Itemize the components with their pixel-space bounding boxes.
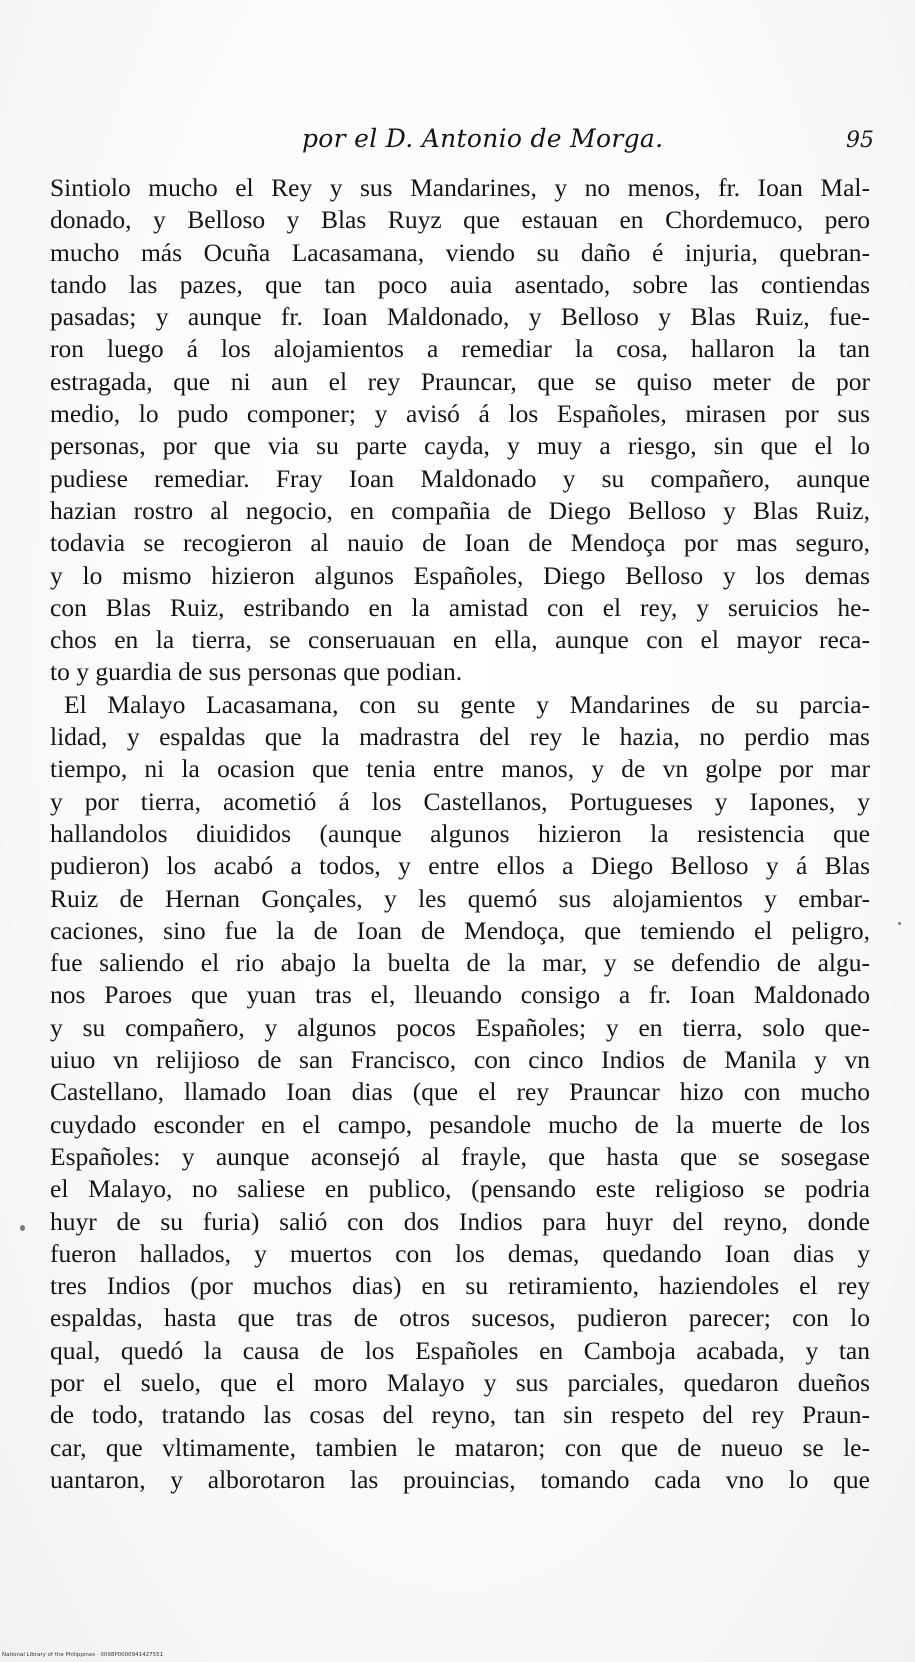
text-line: fue saliendo el rio abajo la buelta de la mar, y se defendio de algu- (50, 948, 870, 978)
text-line: de todo, tratando las cosas del reyno, tan sin respeto del rey Praun- (50, 1400, 870, 1430)
paper-speck (898, 922, 901, 925)
page-number: 95 (846, 128, 874, 153)
library-attribution: National Library of the Philippines · 0098P0000941427551 (2, 1652, 164, 1658)
text-line: el Malayo, no saliese en publico, (pensando este religioso se podria (50, 1174, 870, 1204)
text-line: tres Indios (por muchos dias) en su retiramiento, haziendoles el rey (50, 1271, 870, 1301)
text-line: pudieron) los acabó a todos, y entre ellos a Diego Belloso y á Blas (50, 851, 870, 881)
text-line: pudiese remediar. Fray Ioan Maldonado y su compañero, aunque (50, 463, 870, 493)
page-header (52, 124, 882, 164)
text-line: ron luego á los alojamientos a remediar la cosa, hallaron la tan (50, 334, 870, 364)
text-line: Españoles: y aunque aconsejó al frayle, que hasta que se sosegase (50, 1141, 870, 1171)
text-line: Ruiz de Hernan Gonçales, y les quemó sus alojamientos y embar- (50, 883, 870, 913)
text-line: huyr de su furia) salió con dos Indios para huyr del reyno, donde (50, 1206, 870, 1236)
running-title: por el D. Antonio de Morga. (302, 124, 664, 153)
text-line: fueron hallados, y muertos con los demas, quedando Ioan dias y (50, 1238, 870, 1268)
text-line: hazian rostro al negocio, en compañia de Diego Belloso y Blas Ruiz, (50, 495, 870, 525)
text-line: tiempo, ni la ocasion que tenia entre manos, y de vn golpe por mar (50, 754, 870, 784)
text-line: donado, y Belloso y Blas Ruyz que estauan en Chordemuco, pero (50, 205, 870, 235)
text-line: uiuo vn relijioso de san Francisco, con cinco Indios de Manila y vn (50, 1045, 870, 1075)
text-line: y lo mismo hizieron algunos Españoles, Diego Belloso y los demas (50, 560, 870, 590)
text-line: El Malayo Lacasamana, con su gente y Mandarines de su parcia- (64, 689, 870, 719)
text-line: Sintiolo mucho el Rey y sus Mandarines, y no menos, fr. Ioan Mal- (50, 173, 870, 202)
text-line: hallandolos diuididos (aunque algunos hizieron la resistencia que (50, 818, 870, 848)
text-line: pasadas; y aunque fr. Ioan Maldonado, y Belloso y Blas Ruiz, fue- (50, 302, 870, 332)
text-line: medio, lo pudo componer; y avisó á los Españoles, mirasen por sus (50, 399, 870, 429)
text-line: y por tierra, acometió á los Castellanos, Portugueses y Iapones, y (50, 786, 870, 816)
text-line: estragada, que ni aun el rey Prauncar, que se quiso meter de por (50, 366, 870, 396)
text-line: chos en la tierra, se conseruauan en ella, aunque con el mayor reca- (50, 625, 870, 655)
text-line: car, que vltimamente, tambien le mataron; con que de nueuo se le- (50, 1432, 870, 1462)
text-line: con Blas Ruiz, estribando en la amistad con el rey, y seruicios he- (50, 592, 870, 622)
text-line: cuydado esconder en el campo, pesandole mucho de la muerte de los (50, 1109, 870, 1139)
text-line: todavia se recogieron al nauio de Ioan de Mendoça por mas seguro, (50, 528, 870, 558)
text-line: uantaron, y alborotaron las prouincias, tomando cada vno lo que (50, 1464, 870, 1494)
text-line: y su compañero, y algunos pocos Españoles; y en tierra, solo que- (50, 1012, 870, 1042)
text-line: tando las pazes, que tan poco auia asentado, sobre las contiendas (50, 269, 870, 299)
text-line: Castellano, llamado Ioan dias (que el rey Prauncar hizo con mucho (50, 1077, 870, 1107)
text-line: qual, quedó la causa de los Españoles en Camboja acabada, y tan (50, 1335, 870, 1365)
text-line: caciones, sino fue la de Ioan de Mendoça, que temiendo el peligro, (50, 915, 870, 945)
text-line: nos Paroes que yuan tras el, lleuando consigo a fr. Ioan Maldonado (50, 980, 870, 1010)
text-line: espaldas, hasta que tras de otros sucesos, pudieron parecer; con lo (50, 1303, 870, 1333)
text-line: lidad, y espaldas que la madrastra del rey le hazia, no perdio mas (50, 722, 870, 752)
text-line: mucho más Ocuña Lacasamana, viendo su daño é injuria, quebran- (50, 237, 870, 267)
text-line: personas, por que via su parte cayda, y muy a riesgo, sin que el lo (50, 431, 870, 461)
body-text (50, 172, 870, 1496)
text-line: por el suelo, que el moro Malayo y sus parciales, quedaron dueños (50, 1367, 870, 1397)
text-line: to y guardia de sus personas que podian. (50, 657, 463, 687)
paper-speck (20, 1225, 25, 1231)
